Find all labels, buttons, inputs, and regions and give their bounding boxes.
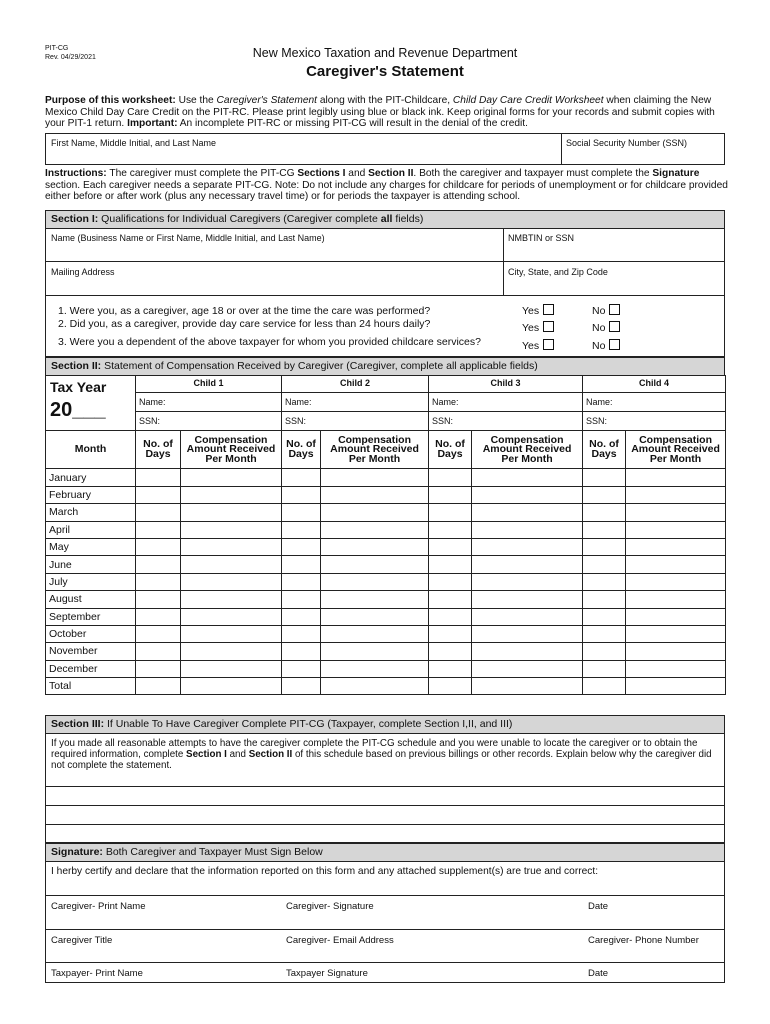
section1-heading-bold: Section I: [51,213,99,225]
compensation-cell[interactable] [626,521,726,538]
compensation-cell[interactable] [626,556,726,573]
month-row [46,678,726,695]
days-cell[interactable] [583,608,626,625]
tax-year-cell[interactable] [46,376,136,431]
section3-text: If you made all reasonable attempts to have the caregiver complete the PIT-CG schedule and you were unable to locate the caregiver or to obtain the required information, complete [51,738,698,761]
section3-header [45,715,725,734]
compensation-cell[interactable] [626,625,726,642]
compensation-cell[interactable] [321,573,429,590]
days-cell[interactable] [429,643,472,660]
days-cell[interactable] [136,660,181,677]
compensation-cell[interactable] [626,643,726,660]
section3-heading-text: If Unable To Have Caregiver Complete PIT-CG (Taxpayer, complete Section I,II, and III) [104,718,513,730]
caregiver-title-field[interactable]: Caregiver Title [51,935,113,946]
month-row [46,504,726,521]
caregiver-signature-field[interactable]: Caregiver- Signature [286,901,374,912]
caregiver-date-field[interactable]: Date [588,901,609,912]
days-cell[interactable] [583,504,626,521]
signature-divider [46,895,724,896]
compensation-cell[interactable] [181,469,282,486]
compensation-cell[interactable] [321,504,429,521]
section3-heading-bold: Section III: [51,718,105,730]
compensation-cell[interactable] [472,678,583,695]
caregiver-name-row [45,228,725,262]
month-label: December [46,660,136,677]
checkbox[interactable] [543,304,554,315]
days-cell[interactable] [429,556,472,573]
compensation-cell[interactable] [472,643,583,660]
q2-yes-option[interactable] [522,321,554,334]
compensation-cell[interactable] [472,486,583,503]
compensation-cell[interactable] [181,643,282,660]
q3-yes-option[interactable] [522,339,554,352]
signature-divider [46,962,724,963]
taxpayer-name-field[interactable]: First Name, Middle Initial, and Last Name [51,138,217,148]
section3-bold: Section I [186,749,227,761]
month-label: April [46,521,136,538]
compensation-cell[interactable] [472,521,583,538]
month-column-header: Month [46,431,136,469]
caregiver-email-field[interactable]: Caregiver- Email Address [286,935,394,946]
compensation-table [45,375,726,695]
days-cell[interactable] [136,678,181,695]
days-cell[interactable] [429,660,472,677]
days-cell[interactable] [583,678,626,695]
days-cell[interactable] [583,643,626,660]
compensation-cell[interactable] [626,660,726,677]
days-cell[interactable] [282,469,321,486]
compensation-cell[interactable] [626,538,726,555]
days-cell[interactable] [583,521,626,538]
child-2-header: Child 2 [282,376,429,393]
month-row [46,486,726,503]
days-cell[interactable] [282,591,321,608]
compensation-cell[interactable] [626,573,726,590]
month-row [46,591,726,608]
section2-heading-bold: Section II: [51,360,102,372]
section2-header [45,357,725,376]
month-row [46,556,726,573]
child-4-comp-header: Compensation Amount Received Per Month [626,431,726,469]
compensation-cell[interactable] [181,608,282,625]
days-cell[interactable] [282,660,321,677]
purpose-label: Purpose of this worksheet: [45,95,176,106]
days-cell[interactable] [282,678,321,695]
checkbox[interactable] [609,304,620,315]
days-cell[interactable] [583,486,626,503]
signature-header [45,843,725,862]
child-1-header: Child 1 [136,376,282,393]
section2-heading-text: Statement of Compensation Received by Caregiver (Caregiver, complete all applicable fields) [101,360,538,372]
section1-heading-all: all [380,213,393,225]
compensation-cell[interactable] [472,538,583,555]
caregiver-print-name-field[interactable]: Caregiver- Print Name [51,901,146,912]
days-cell[interactable] [282,625,321,642]
compensation-cell[interactable] [321,521,429,538]
child-1-ssn-field[interactable]: SSN: [136,412,282,431]
signature-box [45,861,725,983]
yes-label: Yes [522,340,540,352]
signature-heading-text: Both Caregiver and Taxpayer Must Sign Below [102,846,323,858]
instructions-text: section. Each caregiver needs a separate PIT-CG. Note: Do not include any charges for childcare for periods of unemployment or for childcare provided either before or after work (plus any necessary travel time) or for periods the taxpayer is attending school. [45,179,728,202]
month-row [46,608,726,625]
days-cell[interactable] [583,660,626,677]
compensation-cell[interactable] [181,591,282,608]
days-cell[interactable] [282,486,321,503]
compensation-cell[interactable] [626,504,726,521]
compensation-cell[interactable] [472,556,583,573]
instructions-label: Instructions: [45,168,107,179]
days-cell[interactable] [282,556,321,573]
days-cell[interactable] [282,521,321,538]
page-title: Caregiver's Statement [306,63,464,80]
days-cell[interactable] [583,591,626,608]
days-cell[interactable] [282,538,321,555]
instructions-paragraph [45,168,728,203]
child-2-comp-header: Compensation Amount Received Per Month [321,431,429,469]
department-name: New Mexico Taxation and Revenue Department [252,46,518,60]
signature-heading-bold: Signature: [51,846,103,858]
compensation-cell[interactable] [321,625,429,642]
purpose-text: An incomplete PIT-RC or missing PIT-CG will result in the denial of the credit. [177,118,528,129]
compensation-cell[interactable] [626,678,726,695]
days-cell[interactable] [136,538,181,555]
caregiver-address-row [45,261,725,296]
compensation-cell[interactable] [181,486,282,503]
child-3-comp-header: Compensation Amount Received Per Month [472,431,583,469]
q2-no-option[interactable] [592,321,620,334]
month-label: September [46,608,136,625]
days-cell[interactable] [136,573,181,590]
days-cell[interactable] [583,538,626,555]
instructions-bold: Signature [652,168,700,179]
child-2-name-field[interactable]: Name: [282,393,429,412]
month-row [46,643,726,660]
tax-year-label: Tax Year [50,379,107,395]
checkbox[interactable] [609,321,620,332]
explanation-line-2[interactable] [46,805,724,806]
yes-label: Yes [522,322,540,334]
explanation-line-1[interactable] [46,786,724,787]
compensation-cell[interactable] [321,660,429,677]
section1-header [45,210,725,229]
days-cell[interactable] [583,573,626,590]
no-label: No [592,305,606,317]
month-label: February [46,486,136,503]
days-cell[interactable] [429,608,472,625]
taxpayer-info-box [45,133,725,165]
month-label: January [46,469,136,486]
compensation-cell[interactable] [472,608,583,625]
child-4-ssn-field[interactable]: SSN: [583,412,726,431]
compensation-cell[interactable] [472,573,583,590]
child-4-header: Child 4 [583,376,726,393]
section1-heading-end: fields) [392,213,424,225]
section3-paragraph [51,738,719,772]
instructions-bold: Section II [368,168,414,179]
days-cell[interactable] [282,608,321,625]
child-4-name-field[interactable]: Name: [583,393,726,412]
month-label: October [46,625,136,642]
instructions-text: . Both the caregiver and taxpayer must complete the [413,168,653,179]
month-label: Total [46,678,136,695]
child-2-days-header: No. of Days [282,431,321,469]
compensation-cell[interactable] [472,625,583,642]
compensation-cell[interactable] [472,591,583,608]
checkbox[interactable] [543,339,554,350]
signature-divider [46,929,724,930]
section3-text: of this schedule based on previous billings or other records. Explain below why the caregiver did not complete the statement. [51,749,712,772]
section3-bold: Section II [248,749,293,761]
days-cell[interactable] [136,643,181,660]
purpose-paragraph [45,95,728,130]
compensation-cell[interactable] [181,625,282,642]
compensation-cell[interactable] [472,504,583,521]
child-1-name-field[interactable]: Name: [136,393,282,412]
checkbox[interactable] [543,321,554,332]
checkbox[interactable] [609,339,620,350]
child-1-comp-header: Compensation Amount Received Per Month [181,431,282,469]
days-cell[interactable] [282,504,321,521]
compensation-cell[interactable] [181,538,282,555]
q3-no-option[interactable] [592,339,620,352]
month-row [46,521,726,538]
caregiver-nmbtin-field[interactable]: NMBTIN or SSN [508,233,575,243]
days-cell[interactable] [136,591,181,608]
city-state-zip-field[interactable]: City, State, and Zip Code [508,267,608,277]
form-code: PIT-CG [45,45,69,52]
caregiver-phone-field[interactable]: Caregiver- Phone Number [588,935,699,946]
child-3-days-header: No. of Days [429,431,472,469]
no-label: No [592,340,606,352]
month-label: November [46,643,136,660]
revision-date: Rev. 04/29/2021 [45,54,96,61]
section3-text: and [226,749,249,761]
taxpayer-print-name-field[interactable]: Taxpayer- Print Name [51,968,143,979]
mailing-address-field[interactable]: Mailing Address [51,267,115,277]
questions-box [45,295,725,357]
days-cell[interactable] [429,625,472,642]
month-row [46,573,726,590]
child-3-header: Child 3 [429,376,583,393]
compensation-cell[interactable] [321,608,429,625]
month-row [46,660,726,677]
compensation-cell[interactable] [321,556,429,573]
compensation-cell[interactable] [321,538,429,555]
child-3-name-field[interactable]: Name: [429,393,583,412]
compensation-cell[interactable] [181,660,282,677]
days-cell[interactable] [429,538,472,555]
compensation-cell[interactable] [181,573,282,590]
purpose-text: along with the PIT-Childcare, [317,95,453,106]
compensation-cell[interactable] [321,643,429,660]
month-label: June [46,556,136,573]
instructions-text: The caregiver must complete the PIT-CG [106,168,298,179]
days-cell[interactable] [583,556,626,573]
question-2: 2. Did you, as a caregiver, provide day care service for less than 24 hours daily? [58,318,431,330]
taxpayer-signature-field[interactable]: Taxpayer Signature [286,968,368,979]
compensation-cell[interactable] [181,678,282,695]
child-2-ssn-field[interactable]: SSN: [282,412,429,431]
compensation-cell[interactable] [626,608,726,625]
no-label: No [592,322,606,334]
compensation-cell[interactable] [181,556,282,573]
q1-yes-option[interactable] [522,304,554,317]
purpose-text: when claiming the New Mexico Child Day Care Credit on the PIT-RC. Please print legibly using blue or black ink. Keep original forms for your records and submit copies with your PIT-1 return. [45,95,715,129]
compensation-cell[interactable] [626,469,726,486]
caregiver-name-field[interactable]: Name (Business Name or First Name, Middle Initial, and Last Name) [51,233,325,243]
days-cell[interactable] [429,504,472,521]
question-1: 1. Were you, as a caregiver, age 18 or over at the time the care was performed? [58,305,431,317]
tax-year-input[interactable]: 20___ [50,399,106,421]
compensation-cell[interactable] [181,521,282,538]
instructions-text: and [345,168,369,179]
days-cell[interactable] [429,469,472,486]
days-cell[interactable] [136,504,181,521]
days-cell[interactable] [136,521,181,538]
days-cell[interactable] [136,556,181,573]
question-3: 3. Were you a dependent of the above taxpayer for whom you provided childcare services? [58,336,481,348]
days-cell[interactable] [136,486,181,503]
important-label: Important: [127,118,178,129]
child-3-ssn-field[interactable]: SSN: [429,412,583,431]
days-cell[interactable] [282,643,321,660]
month-row [46,469,726,486]
certification-text: I herby certify and declare that the information reported on this form and any attached supplement(s) are true and correct: [51,866,599,877]
days-cell[interactable] [583,625,626,642]
child-4-days-header: No. of Days [583,431,626,469]
days-cell[interactable] [282,573,321,590]
days-cell[interactable] [136,608,181,625]
month-label: March [46,504,136,521]
child-1-days-header: No. of Days [136,431,181,469]
compensation-cell[interactable] [321,486,429,503]
compensation-cell[interactable] [321,591,429,608]
compensation-cell[interactable] [626,486,726,503]
month-row [46,538,726,555]
compensation-cell[interactable] [472,469,583,486]
days-cell[interactable] [429,678,472,695]
month-row [46,625,726,642]
days-cell[interactable] [429,573,472,590]
instructions-bold: Sections I [297,168,346,179]
taxpayer-date-field[interactable]: Date [588,968,609,979]
taxpayer-ssn-field[interactable]: Social Security Number (SSN) [566,138,688,148]
yes-label: Yes [522,305,540,317]
days-cell[interactable] [429,486,472,503]
section3-box [45,733,725,843]
section1-heading-text: Qualifications for Individual Caregivers (Caregiver complete [98,213,381,225]
compensation-cell[interactable] [321,469,429,486]
days-cell[interactable] [136,469,181,486]
month-label: May [46,538,136,555]
explanation-line-3[interactable] [46,824,724,825]
compensation-cell[interactable] [472,660,583,677]
purpose-em: Child Day Care Credit Worksheet [452,95,604,106]
days-cell[interactable] [429,521,472,538]
purpose-text: Use the [175,95,217,106]
q1-no-option[interactable] [592,304,620,317]
month-label: August [46,591,136,608]
compensation-cell[interactable] [626,591,726,608]
compensation-cell[interactable] [181,504,282,521]
days-cell[interactable] [583,469,626,486]
days-cell[interactable] [429,591,472,608]
compensation-cell[interactable] [321,678,429,695]
days-cell[interactable] [136,625,181,642]
purpose-em: Caregiver's Statement [216,95,318,106]
month-label: July [46,573,136,590]
